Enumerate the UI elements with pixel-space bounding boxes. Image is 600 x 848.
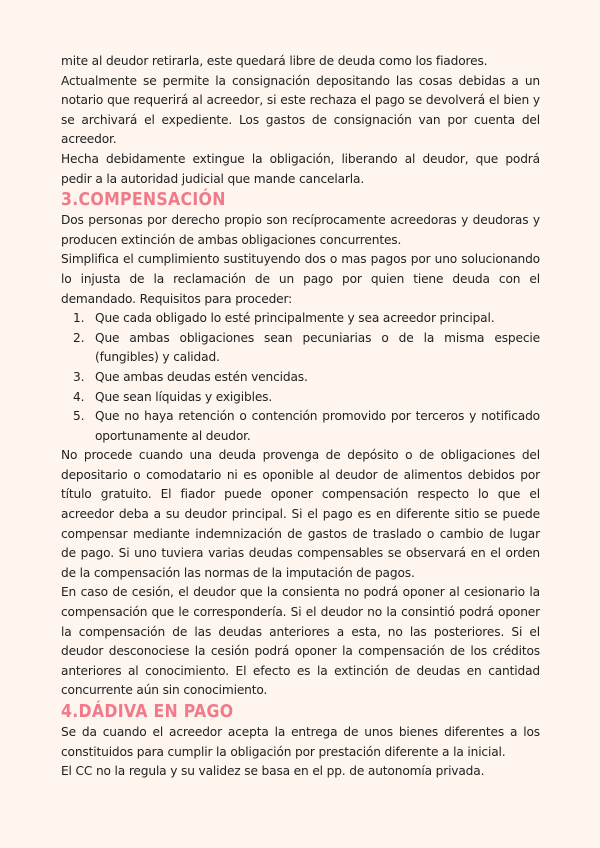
intro-paragraph-1: mite al deudor retirarla, este quedará libre de deuda como los fiadores. bbox=[61, 54, 488, 68]
section-3-paragraph-3: No procede cuando una deuda provenga de depósito o de obligaciones del depositario o comodatario ni es oponible al deudor de alimentos debidos por título gratuito. El fiador puede oponer compensación respecto lo que el acreedor deba a su deudor principal. Si el pago es en diferente sitio se puede compensar mediante indemnización de gastos de traslado o cambio de lugar de pago. Si uno tuviera varias deudas compensables se observará en el orden de la compensación las normas de la imputación de pagos. bbox=[61, 448, 540, 580]
section-4-heading: 4.DÁDIVA EN PAGO bbox=[61, 702, 234, 722]
list-item: 2. Que ambas obligaciones sean pecuniarias o de la misma especie (fungibles) y calidad. bbox=[73, 330, 540, 365]
list-item: 4. Que sean líquidas y exigibles. bbox=[73, 389, 273, 404]
section-3-paragraph-4: En caso de cesión, el deudor que la consienta no podrá oponer al cesionario la compensación que le correspondería. Si el deudor no la consintió podrá oponer la compensación de las deudas anteriores a esta, no las posteriores. Si el deudor desconociese la cesión podrá oponer la compensación de los créditos anteriores al conocimiento. El efecto es la extinción de deudas en cantidad concurrente aún sin conocimiento. bbox=[61, 585, 540, 698]
document-page bbox=[61, 52, 540, 782]
intro-paragraph-3: Hecha debidamente extingue la obligación, liberando al deudor, que podrá pedir a la autoridad judicial que mande cancelarla. bbox=[61, 151, 540, 186]
section-4-paragraph-2: El CC no la regula y su validez se basa en el pp. de autonomía privada. bbox=[61, 764, 485, 779]
section-3-paragraph-1: Dos personas por derecho propio son recíprocamente acreedoras y deudoras y producen extinción de ambas obligaciones concurrentes. bbox=[61, 213, 540, 247]
section-3-paragraph-2: Simplifica el cumplimiento sustituyendo dos o mas pagos por uno solucionando lo injusta de la reclamación de un pago por quien tiene deuda con el demandado. Requisitos para proceder: bbox=[61, 252, 540, 306]
list-item: 1. Que cada obligado lo esté principalmente y sea acreedor principal. bbox=[73, 311, 495, 326]
section-3-heading: 3.COMPENSACIÓN bbox=[61, 190, 226, 211]
list-item: 5. Que no haya retención o contención promovido por terceros y notificado oportunamente al deudor. bbox=[73, 409, 540, 443]
requirements-list bbox=[61, 309, 540, 446]
section-4-paragraph-1: Se da cuando el acreedor acepta la entrega de unos bienes diferentes a los constituidos para cumplir la obligación por prestación diferente a la inicial. bbox=[61, 725, 540, 759]
list-item: 3. Que ambas deudas estén vencidas. bbox=[73, 369, 308, 384]
intro-paragraph-2: Actualmente se permite la consignación depositando las cosas debidas a un notario que requerirá al acreedor, si este rechaza el pago se devolverá el bien y se archivará el expediente. Los gastos de consignación van por cuenta del acreedor. bbox=[61, 73, 540, 147]
